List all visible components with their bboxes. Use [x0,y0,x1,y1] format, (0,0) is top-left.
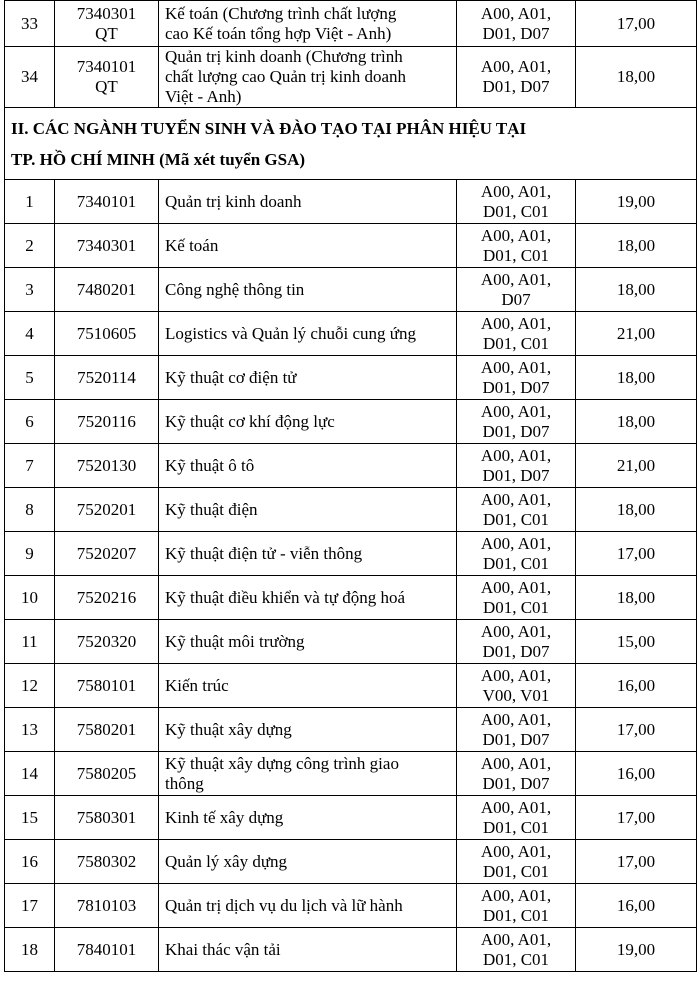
major-code-cell: 7480201 [55,268,159,312]
cutoff-score-cell: 17,00 [576,840,697,884]
subject-combination-cell-line: A00, A01, [480,709,552,729]
table-row [5,180,697,224]
subject-combination-cell-line: A00, A01, [480,269,552,289]
major-name-cell [159,444,457,488]
cutoff-score-cell: 18,00 [576,488,697,532]
cutoff-score-cell: 19,00 [576,180,697,224]
section-header-cell [5,108,697,180]
major-code-cell: 7520201 [55,488,159,532]
major-name-cell-line: thông [165,773,204,793]
table-row [5,312,697,356]
major-code-cell: 7520130 [55,444,159,488]
major-name-cell-line: Kỹ thuật điện [165,499,258,519]
row-number-cell: 9 [5,532,55,576]
major-code-cell: 7580205 [55,752,159,796]
cutoff-score-cell: 16,00 [576,664,697,708]
subject-combination-cell-line: D01, D07 [482,421,550,441]
row-number-cell: 33 [5,1,55,47]
major-name-cell [159,356,457,400]
major-name-cell [159,752,457,796]
major-name-cell-line: Kỹ thuật môi trường [165,631,305,651]
cutoff-score-cell: 17,00 [576,532,697,576]
table-row [5,47,697,108]
major-code-cell-line: QT [95,77,118,96]
cutoff-score-cell: 17,00 [576,796,697,840]
row-number-cell: 4 [5,312,55,356]
subject-combination-cell-line: A00, A01, [480,313,552,333]
subject-combination-cell-line: D07 [501,289,531,309]
row-number-cell: 8 [5,488,55,532]
major-name-cell [159,576,457,620]
major-code-cell: 7520116 [55,400,159,444]
table-row [5,400,697,444]
subject-combination-cell-line: A00, A01, [480,3,552,23]
major-name-cell-line: Logistics và Quản lý chuỗi cung ứng [165,323,416,343]
major-code-cell: 7340101 [55,180,159,224]
table-row [5,1,697,47]
major-name-cell [159,312,457,356]
subject-combination-cell-line: A00, A01, [480,929,552,949]
cutoff-score-cell: 21,00 [576,444,697,488]
row-number-cell: 1 [5,180,55,224]
subject-combination-cell-line: D01, D07 [482,641,550,661]
major-name-cell [159,1,457,47]
row-number-cell: 2 [5,224,55,268]
major-code-cell: 7340301 [55,224,159,268]
subject-combination-cell-line: D01, C01 [482,905,550,925]
subject-combination-cell [457,400,576,444]
major-name-cell [159,268,457,312]
table-row [5,620,697,664]
subject-combination-cell-line: D01, D07 [482,465,550,485]
table-row [5,488,697,532]
subject-combination-cell-line: A00, A01, [480,445,552,465]
major-code-cell: 7580201 [55,708,159,752]
subject-combination-cell [457,576,576,620]
section-title-line-2: TP. HỒ CHÍ MINH (Mã xét tuyển GSA) [11,150,306,169]
row-number-cell: 10 [5,576,55,620]
subject-combination-cell-line: D01, C01 [482,949,550,969]
cutoff-score-cell: 19,00 [576,928,697,972]
subject-combination-cell-line: D01, D07 [482,773,550,793]
subject-combination-cell-line: A00, A01, [480,181,552,201]
row-number-cell: 34 [5,47,55,108]
subject-combination-cell [457,928,576,972]
subject-combination-cell-line: A00, A01, [480,797,552,817]
major-name-cell-line: Kỹ thuật cơ khí động lực [165,411,335,431]
subject-combination-cell-line: D01, C01 [482,861,550,881]
table-row [5,444,697,488]
section-title-line-1: II. CÁC NGÀNH TUYỂN SINH VÀ ĐÀO TẠO TẠI PHÂN HIỆU TẠI [11,119,527,138]
major-code-cell: 7840101 [55,928,159,972]
row-number-cell: 11 [5,620,55,664]
table-row [5,752,697,796]
subject-combination-cell-line: D01, C01 [482,245,550,265]
cutoff-score-cell: 18,00 [576,47,697,108]
subject-combination-cell-line: A00, A01, [480,577,552,597]
table-row [5,356,697,400]
major-name-cell-line: Quản trị kinh doanh [165,191,302,211]
major-name-cell-line: Khai thác vận tải [165,939,281,959]
row-number-cell: 17 [5,884,55,928]
subject-combination-cell-line: A00, A01, [480,401,552,421]
major-code-cell: 7580301 [55,796,159,840]
subject-combination-cell-line: A00, A01, [480,225,552,245]
major-code-cell [55,1,159,47]
subject-combination-cell-line: A00, A01, [480,489,552,509]
section-header-row [5,108,697,180]
major-name-cell [159,488,457,532]
subject-combination-cell [457,268,576,312]
table-body [5,1,697,972]
subject-combination-cell-line: A00, A01, [480,621,552,641]
table-row [5,796,697,840]
major-name-cell-line: Kỹ thuật điều khiển và tự động hoá [165,587,406,607]
subject-combination-cell-line: A00, A01, [480,841,552,861]
subject-combination-cell-line: D01, C01 [482,597,550,617]
subject-combination-cell [457,840,576,884]
major-code-cell: 7520207 [55,532,159,576]
major-name-cell [159,400,457,444]
subject-combination-cell [457,1,576,47]
major-name-cell-line: Kỹ thuật xây dựng công trình giao [165,753,399,773]
cutoff-score-cell: 17,00 [576,708,697,752]
subject-combination-cell-line: D01, C01 [482,553,550,573]
row-number-cell: 6 [5,400,55,444]
major-name-cell-line: chất lượng cao Quản trị kinh doanh [165,67,407,86]
subject-combination-cell-line: D01, D07 [482,77,550,96]
major-name-cell-line: Kế toán [165,235,219,255]
cutoff-score-cell: 16,00 [576,752,697,796]
subject-combination-cell-line: D01, C01 [482,201,550,221]
major-code-cell: 7520216 [55,576,159,620]
major-code-cell: 7520320 [55,620,159,664]
table-row [5,532,697,576]
subject-combination-cell-line: A00, A01, [480,57,552,76]
major-code-cell: 7520114 [55,356,159,400]
major-name-cell-line: Kế toán (Chương trình chất lượng [165,3,397,23]
major-name-cell-line: Quản trị dịch vụ du lịch và lữ hành [165,895,403,915]
subject-combination-cell-line: A00, A01, [480,665,552,685]
row-number-cell: 18 [5,928,55,972]
subject-combination-cell [457,444,576,488]
subject-combination-cell-line: D01, C01 [482,333,550,353]
row-number-cell: 15 [5,796,55,840]
table-row [5,928,697,972]
table-row [5,708,697,752]
row-number-cell: 3 [5,268,55,312]
table-row [5,576,697,620]
table-row [5,664,697,708]
row-number-cell: 12 [5,664,55,708]
subject-combination-cell [457,180,576,224]
subject-combination-cell-line: D01, C01 [482,817,550,837]
cutoff-score-cell: 17,00 [576,1,697,47]
major-name-cell [159,664,457,708]
cutoff-score-cell: 18,00 [576,576,697,620]
major-name-cell [159,532,457,576]
subject-combination-cell-line: D01, D07 [482,729,550,749]
major-name-cell-line: Kỹ thuật ô tô [165,455,255,475]
subject-combination-cell [457,620,576,664]
subject-combination-cell [457,796,576,840]
subject-combination-cell-line: D01, C01 [482,509,550,529]
subject-combination-cell-line: A00, A01, [480,885,552,905]
subject-combination-cell [457,356,576,400]
major-name-cell-line: Kinh tế xây dựng [165,807,284,827]
major-code-cell: 7580302 [55,840,159,884]
subject-combination-cell-line: A00, A01, [480,753,552,773]
major-code-cell [55,47,159,108]
major-code-cell-line: QT [95,23,118,43]
major-name-cell [159,708,457,752]
major-name-cell-line: Công nghệ thông tin [165,279,305,299]
major-name-cell-line: Quản lý xây dựng [165,851,288,871]
subject-combination-cell [457,532,576,576]
row-number-cell: 5 [5,356,55,400]
subject-combination-cell [457,664,576,708]
row-number-cell: 16 [5,840,55,884]
cutoff-score-cell: 15,00 [576,620,697,664]
major-name-cell-line: cao Kế toán tổng hợp Việt - Anh) [165,23,392,43]
major-name-cell-line: Kỹ thuật điện tử - viễn thông [165,543,363,563]
major-code-cell: 7580101 [55,664,159,708]
major-name-cell [159,47,457,108]
subject-combination-cell-line: V00, V01 [482,685,550,705]
table-row [5,224,697,268]
subject-combination-cell [457,312,576,356]
cutoff-score-cell: 18,00 [576,400,697,444]
subject-combination-cell-line: D01, D07 [482,23,550,43]
major-code-cell: 7810103 [55,884,159,928]
major-code-cell: 7510605 [55,312,159,356]
cutoff-score-cell: 18,00 [576,356,697,400]
subject-combination-cell [457,752,576,796]
subject-combination-cell [457,488,576,532]
table-row [5,268,697,312]
row-number-cell: 14 [5,752,55,796]
major-code-cell-line: 7340301 [76,3,137,23]
subject-combination-cell [457,224,576,268]
table-row [5,840,697,884]
major-name-cell [159,180,457,224]
cutoff-score-cell: 18,00 [576,268,697,312]
major-name-cell [159,796,457,840]
subject-combination-cell-line: A00, A01, [480,533,552,553]
major-name-cell-line: Kiến trúc [165,675,229,695]
subject-combination-cell-line: D01, D07 [482,377,550,397]
major-name-cell-line: Quản trị kinh doanh (Chương trình [165,47,403,66]
row-number-cell: 7 [5,444,55,488]
major-name-cell [159,224,457,268]
table-row [5,884,697,928]
major-name-cell [159,884,457,928]
major-name-cell [159,620,457,664]
subject-combination-cell [457,884,576,928]
major-name-cell-line: Kỹ thuật xây dựng [165,719,292,739]
major-name-cell [159,840,457,884]
subject-combination-cell [457,47,576,108]
cutoff-score-cell: 18,00 [576,224,697,268]
major-name-cell-line: Việt - Anh) [165,87,242,106]
admissions-table [4,0,697,972]
subject-combination-cell [457,708,576,752]
row-number-cell: 13 [5,708,55,752]
major-name-cell-line: Kỹ thuật cơ điện tử [165,367,297,387]
cutoff-score-cell: 21,00 [576,312,697,356]
major-code-cell-line: 7340101 [76,57,137,76]
major-name-cell [159,928,457,972]
cutoff-score-cell: 16,00 [576,884,697,928]
subject-combination-cell-line: A00, A01, [480,357,552,377]
